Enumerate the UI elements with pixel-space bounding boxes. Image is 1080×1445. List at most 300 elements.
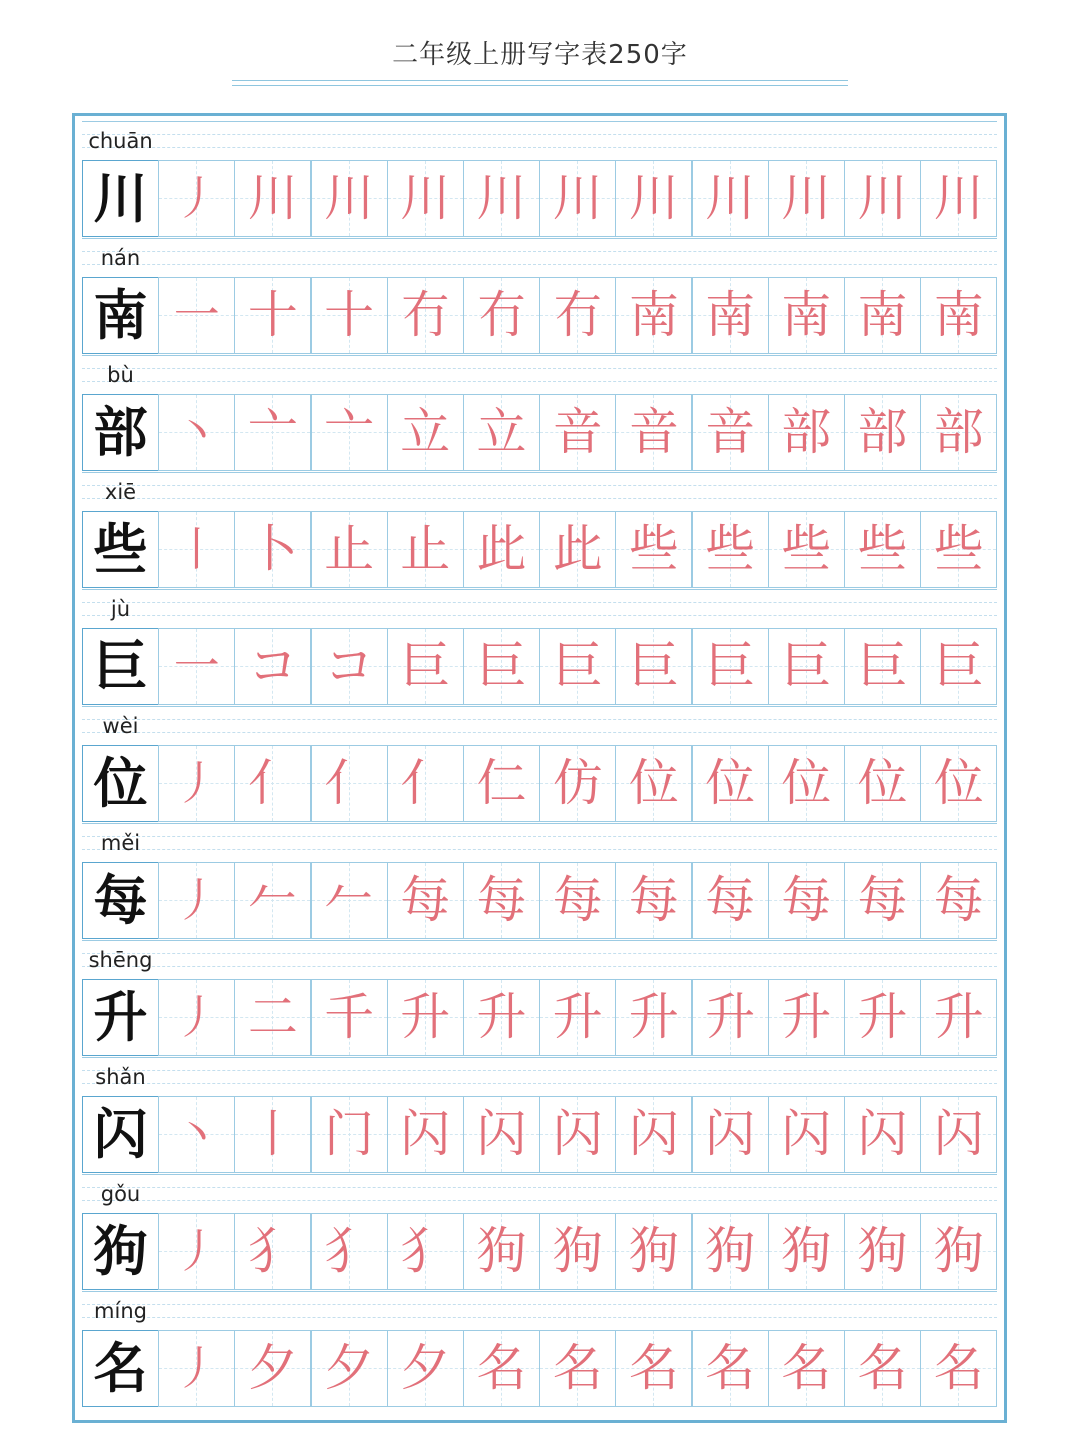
stroke-step-character: 音 (552, 403, 603, 461)
stroke-order-cell (692, 1213, 769, 1290)
model-character: 南 (93, 283, 148, 347)
stroke-step-character: 夕 (400, 1339, 451, 1397)
stroke-order-cell (158, 511, 235, 588)
stroke-order-cell (920, 862, 997, 939)
stroke-order-cell (311, 745, 388, 822)
stroke-order-cell (844, 628, 921, 705)
pinyin-label: nán (100, 246, 141, 270)
stroke-step-character: 仁 (476, 754, 527, 812)
writing-cells (82, 511, 997, 588)
stroke-step-character: 丿 (173, 1224, 220, 1278)
stroke-step-character: 𠂉 (324, 871, 375, 929)
stroke-step-character: 千 (324, 988, 375, 1046)
stroke-step-character: 亻 (324, 754, 375, 812)
stroke-order-cell (615, 745, 692, 822)
stroke-step-character: 位 (857, 754, 908, 812)
stroke-order-cell (234, 1096, 311, 1173)
model-character-cell (82, 745, 159, 822)
stroke-order-cell (615, 511, 692, 588)
stroke-order-cell (463, 394, 540, 471)
stroke-order-cell (463, 160, 540, 237)
pinyin-guide-line (82, 147, 997, 148)
stroke-order-cell (844, 979, 921, 1056)
model-character-cell (82, 1213, 159, 1290)
stroke-order-cell (387, 1330, 464, 1407)
stroke-step-character: 每 (628, 871, 679, 929)
stroke-step-character: 部 (781, 403, 832, 461)
stroke-step-character: 丨 (173, 522, 220, 576)
stroke-order-cell (234, 1330, 311, 1407)
stroke-order-cell (311, 1213, 388, 1290)
stroke-order-cell (844, 1213, 921, 1290)
stroke-step-character: 巨 (781, 637, 832, 695)
model-character-cell (82, 862, 159, 939)
stroke-step-character: 丿 (173, 873, 220, 927)
stroke-order-cell (387, 1213, 464, 1290)
stroke-order-cell (692, 1096, 769, 1173)
writing-cells (82, 628, 997, 705)
stroke-order-cell (844, 1096, 921, 1173)
model-character: 些 (93, 517, 148, 581)
stroke-order-cell (615, 862, 692, 939)
stroke-step-character: 此 (476, 520, 527, 578)
pinyin-label: jù (110, 597, 131, 621)
stroke-step-character: 南 (933, 286, 984, 344)
stroke-order-cell (692, 277, 769, 354)
stroke-step-character: 川 (324, 169, 375, 227)
model-character: 闪 (93, 1102, 148, 1166)
stroke-order-cell (234, 628, 311, 705)
pinyin-label: chuān (88, 129, 153, 153)
model-character: 川 (93, 166, 148, 230)
stroke-step-character: 些 (857, 520, 908, 578)
page-title: 二年级上册写字表250字 (392, 40, 688, 70)
stroke-order-cell (234, 160, 311, 237)
character-row (82, 940, 997, 1056)
stroke-step-character: 犭 (247, 1222, 298, 1280)
stroke-order-cell (463, 1096, 540, 1173)
stroke-order-cell (158, 979, 235, 1056)
stroke-order-cell (463, 1213, 540, 1290)
stroke-step-character: 升 (552, 988, 603, 1046)
stroke-step-character: 名 (552, 1339, 603, 1397)
stroke-order-cell (387, 862, 464, 939)
stroke-order-cell (311, 394, 388, 471)
pinyin-band (82, 238, 997, 277)
stroke-order-cell (920, 1096, 997, 1173)
stroke-step-character: 亠 (247, 403, 298, 461)
stroke-step-character: 十 (324, 286, 375, 344)
stroke-step-character: 狗 (628, 1222, 679, 1280)
stroke-step-character: 丶 (173, 1107, 220, 1161)
stroke-step-character: 亠 (324, 403, 375, 461)
stroke-order-cell (387, 628, 464, 705)
stroke-order-cell (463, 979, 540, 1056)
stroke-step-character: 音 (628, 403, 679, 461)
pinyin-guide-line (82, 602, 997, 603)
stroke-step-character: 一 (173, 639, 220, 693)
stroke-order-cell (920, 1330, 997, 1407)
pinyin-label: míng (94, 1299, 147, 1323)
stroke-order-cell (692, 745, 769, 822)
stroke-step-character: コ (324, 637, 375, 695)
stroke-step-character: 升 (781, 988, 832, 1046)
pinyin-band (82, 940, 997, 979)
stroke-order-cell (692, 394, 769, 471)
stroke-step-character: 些 (933, 520, 984, 578)
stroke-order-cell (920, 394, 997, 471)
stroke-step-character: 夕 (324, 1339, 375, 1397)
model-character: 升 (93, 985, 148, 1049)
stroke-order-cell (615, 979, 692, 1056)
stroke-order-cell (539, 277, 616, 354)
stroke-step-character: 升 (476, 988, 527, 1046)
stroke-step-character: 狗 (476, 1222, 527, 1280)
model-character-cell (82, 979, 159, 1056)
title-rule-top (232, 80, 848, 81)
stroke-step-character: 川 (476, 169, 527, 227)
stroke-order-cell (844, 160, 921, 237)
stroke-step-character: 些 (705, 520, 756, 578)
stroke-order-cell (539, 628, 616, 705)
stroke-order-cell (158, 1096, 235, 1173)
character-row (82, 823, 997, 939)
pinyin-guide-line (82, 498, 997, 499)
pinyin-guide-line (82, 589, 997, 590)
stroke-order-cell (387, 394, 464, 471)
stroke-order-cell (463, 1330, 540, 1407)
stroke-step-character: 狗 (933, 1222, 984, 1280)
stroke-step-character: 冇 (552, 286, 603, 344)
stroke-order-cell (768, 1096, 845, 1173)
stroke-order-cell (539, 394, 616, 471)
writing-cells (82, 277, 997, 354)
model-character-cell (82, 160, 159, 237)
stroke-order-cell (768, 160, 845, 237)
character-row (82, 238, 997, 354)
character-row (82, 355, 997, 471)
stroke-order-cell (387, 511, 464, 588)
stroke-step-character: 仿 (552, 754, 603, 812)
stroke-order-cell (311, 277, 388, 354)
stroke-step-character: 狗 (781, 1222, 832, 1280)
stroke-order-cell (615, 1213, 692, 1290)
stroke-order-cell (615, 277, 692, 354)
pinyin-band (82, 706, 997, 745)
stroke-order-cell (692, 628, 769, 705)
stroke-order-cell (158, 745, 235, 822)
model-character-cell (82, 628, 159, 705)
writing-cells (82, 1213, 997, 1290)
stroke-step-character: 川 (400, 169, 451, 227)
pinyin-guide-line (82, 1057, 997, 1058)
stroke-step-character: 闪 (705, 1105, 756, 1163)
stroke-order-cell (920, 1213, 997, 1290)
model-character: 每 (93, 868, 148, 932)
pinyin-guide-line (82, 732, 997, 733)
stroke-step-character: 川 (705, 169, 756, 227)
stroke-step-character: 犭 (400, 1222, 451, 1280)
stroke-step-character: 丿 (173, 990, 220, 1044)
pinyin-band (82, 1291, 997, 1330)
stroke-step-character: 位 (933, 754, 984, 812)
stroke-step-character: 部 (857, 403, 908, 461)
pinyin-guide-line (82, 849, 997, 850)
stroke-order-cell (463, 862, 540, 939)
character-row (82, 472, 997, 588)
stroke-order-cell (158, 277, 235, 354)
stroke-step-character: 巨 (476, 637, 527, 695)
writing-cells (82, 862, 997, 939)
stroke-order-cell (768, 745, 845, 822)
stroke-order-cell (387, 745, 464, 822)
model-character-cell (82, 511, 159, 588)
stroke-order-cell (463, 628, 540, 705)
stroke-step-character: 丿 (173, 171, 220, 225)
stroke-order-cell (158, 394, 235, 471)
pinyin-guide-line (82, 1317, 997, 1318)
stroke-step-character: 冇 (400, 286, 451, 344)
stroke-step-character: 川 (857, 169, 908, 227)
model-character-cell (82, 277, 159, 354)
writing-cells (82, 745, 997, 822)
stroke-step-character: 名 (705, 1339, 756, 1397)
stroke-order-cell (463, 277, 540, 354)
pinyin-guide-line (82, 1174, 997, 1175)
stroke-order-cell (234, 745, 311, 822)
stroke-step-character: 立 (476, 403, 527, 461)
stroke-step-character: 亻 (400, 754, 451, 812)
stroke-step-character: 名 (476, 1339, 527, 1397)
pinyin-band (82, 1057, 997, 1096)
pinyin-guide-line (82, 1200, 997, 1201)
writing-cells (82, 1330, 997, 1407)
writing-cells (82, 979, 997, 1056)
stroke-step-character: 升 (400, 988, 451, 1046)
pinyin-guide-line (82, 238, 997, 239)
stroke-order-cell (615, 1096, 692, 1173)
pinyin-label: bù (107, 363, 134, 387)
character-row (82, 1057, 997, 1173)
character-row (82, 121, 997, 237)
pinyin-band (82, 1174, 997, 1213)
stroke-step-character: 升 (628, 988, 679, 1046)
stroke-step-character: 升 (705, 988, 756, 1046)
pinyin-band (82, 121, 997, 160)
stroke-order-cell (768, 628, 845, 705)
stroke-order-cell (844, 1330, 921, 1407)
stroke-step-character: 位 (781, 754, 832, 812)
title-rule-bottom (232, 85, 848, 86)
stroke-step-character: 闪 (552, 1105, 603, 1163)
stroke-step-character: 一 (173, 288, 220, 342)
pinyin-guide-line (82, 1187, 997, 1188)
model-character-cell (82, 394, 159, 471)
stroke-order-cell (311, 979, 388, 1056)
pinyin-guide-line (82, 121, 997, 122)
pinyin-label: xiē (104, 480, 137, 504)
stroke-step-character: 名 (628, 1339, 679, 1397)
pinyin-guide-line (82, 1083, 997, 1084)
pinyin-guide-line (82, 368, 997, 369)
stroke-order-cell (311, 511, 388, 588)
stroke-step-character: 狗 (552, 1222, 603, 1280)
stroke-order-cell (768, 277, 845, 354)
pinyin-label: shǎn (95, 1065, 146, 1089)
stroke-step-character: 闪 (628, 1105, 679, 1163)
stroke-step-character: 川 (552, 169, 603, 227)
stroke-step-character: 音 (705, 403, 756, 461)
stroke-step-character: 南 (781, 286, 832, 344)
stroke-order-cell (920, 745, 997, 822)
stroke-step-character: 升 (933, 988, 984, 1046)
stroke-order-cell (539, 1330, 616, 1407)
stroke-step-character: 些 (628, 520, 679, 578)
stroke-order-cell (539, 1213, 616, 1290)
stroke-step-character: 丶 (173, 405, 220, 459)
stroke-step-character: 二 (247, 988, 298, 1046)
stroke-order-cell (158, 1330, 235, 1407)
character-row (82, 589, 997, 705)
stroke-step-character: 犭 (324, 1222, 375, 1280)
stroke-order-cell (920, 979, 997, 1056)
stroke-step-character: 止 (400, 520, 451, 578)
pinyin-guide-line (82, 953, 997, 954)
stroke-order-cell (844, 511, 921, 588)
pinyin-guide-line (82, 134, 997, 135)
stroke-step-character: 闪 (781, 1105, 832, 1163)
stroke-order-cell (158, 1213, 235, 1290)
model-character: 巨 (93, 634, 148, 698)
stroke-step-character: 南 (705, 286, 756, 344)
stroke-order-cell (234, 394, 311, 471)
stroke-step-character: 每 (476, 871, 527, 929)
practice-grid (82, 121, 997, 1413)
stroke-order-cell (311, 1096, 388, 1173)
model-character: 位 (93, 751, 148, 815)
stroke-step-character: 南 (857, 286, 908, 344)
pinyin-label: shēng (88, 948, 153, 972)
stroke-step-character: 巨 (628, 637, 679, 695)
stroke-order-cell (615, 1330, 692, 1407)
pinyin-guide-line (82, 1304, 997, 1305)
character-row (82, 706, 997, 822)
stroke-order-cell (311, 1330, 388, 1407)
stroke-step-character: 升 (857, 988, 908, 1046)
stroke-order-cell (158, 862, 235, 939)
pinyin-guide-line (82, 1070, 997, 1071)
pinyin-guide-line (82, 940, 997, 941)
stroke-step-character: 位 (705, 754, 756, 812)
writing-cells (82, 160, 997, 237)
stroke-step-character: 每 (933, 871, 984, 929)
pinyin-guide-line (82, 966, 997, 967)
stroke-step-character: 夕 (247, 1339, 298, 1397)
stroke-order-cell (463, 511, 540, 588)
stroke-order-cell (539, 1096, 616, 1173)
pinyin-guide-line (82, 615, 997, 616)
stroke-order-cell (844, 394, 921, 471)
stroke-order-cell (768, 1330, 845, 1407)
pinyin-guide-line (82, 485, 997, 486)
stroke-step-character: 丿 (173, 1341, 220, 1395)
stroke-order-cell (768, 979, 845, 1056)
stroke-order-cell (768, 1213, 845, 1290)
stroke-order-cell (311, 628, 388, 705)
stroke-order-cell (311, 862, 388, 939)
stroke-order-cell (387, 277, 464, 354)
stroke-step-character: 川 (628, 169, 679, 227)
writing-cells (82, 394, 997, 471)
stroke-step-character: 部 (933, 403, 984, 461)
stroke-order-cell (539, 862, 616, 939)
stroke-step-character: 位 (628, 754, 679, 812)
stroke-order-cell (615, 160, 692, 237)
pinyin-guide-line (82, 264, 997, 265)
pinyin-label: gǒu (100, 1182, 141, 1206)
character-row (82, 1291, 997, 1407)
stroke-order-cell (768, 511, 845, 588)
writing-cells (82, 1096, 997, 1173)
stroke-step-character: 些 (781, 520, 832, 578)
stroke-order-cell (920, 277, 997, 354)
stroke-order-cell (539, 745, 616, 822)
stroke-order-cell (844, 277, 921, 354)
stroke-order-cell (692, 511, 769, 588)
stroke-step-character: 每 (400, 871, 451, 929)
stroke-step-character: 名 (933, 1339, 984, 1397)
pinyin-guide-line (82, 1291, 997, 1292)
stroke-order-cell (158, 628, 235, 705)
stroke-order-cell (387, 979, 464, 1056)
stroke-step-character: 南 (628, 286, 679, 344)
stroke-step-character: 冇 (476, 286, 527, 344)
stroke-step-character: 𠂉 (247, 871, 298, 929)
stroke-order-cell (692, 160, 769, 237)
stroke-order-cell (615, 628, 692, 705)
model-character: 名 (93, 1336, 148, 1400)
stroke-step-character: 闪 (857, 1105, 908, 1163)
stroke-order-cell (539, 511, 616, 588)
stroke-step-character: 丨 (247, 1105, 298, 1163)
stroke-step-character: 卜 (247, 520, 298, 578)
stroke-step-character: 巨 (857, 637, 908, 695)
stroke-order-cell (768, 862, 845, 939)
stroke-order-cell (920, 160, 997, 237)
stroke-order-cell (844, 745, 921, 822)
stroke-step-character: 十 (247, 286, 298, 344)
stroke-order-cell (539, 160, 616, 237)
stroke-step-character: 门 (324, 1105, 375, 1163)
stroke-order-cell (387, 1096, 464, 1173)
stroke-step-character: 川 (247, 169, 298, 227)
stroke-step-character: 亻 (247, 754, 298, 812)
character-row (82, 1174, 997, 1290)
stroke-step-character: コ (247, 637, 298, 695)
stroke-step-character: 川 (781, 169, 832, 227)
stroke-step-character: 巨 (933, 637, 984, 695)
pinyin-guide-line (82, 719, 997, 720)
pinyin-label: měi (100, 831, 141, 855)
stroke-order-cell (692, 979, 769, 1056)
model-character-cell (82, 1096, 159, 1173)
stroke-order-cell (234, 862, 311, 939)
pinyin-guide-line (82, 706, 997, 707)
stroke-order-cell (234, 1213, 311, 1290)
stroke-step-character: 立 (400, 403, 451, 461)
stroke-order-cell (158, 160, 235, 237)
stroke-step-character: 名 (781, 1339, 832, 1397)
